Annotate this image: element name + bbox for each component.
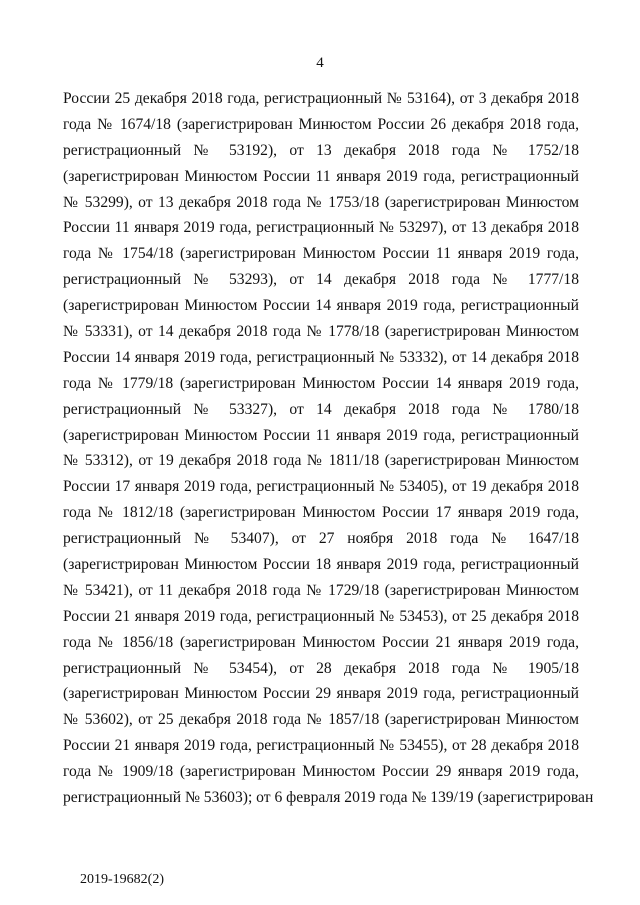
text-line: года № 1674/18 (зарегистрирован Минюстом России 26 декабря 2018 года, — [63, 115, 579, 133]
text-line: № 53421), от 11 декабря 2018 года № 1729/18 (зарегистрирован Минюстом — [63, 581, 579, 599]
text-line: регистрационный № 53327), от 14 декабря 2018 года № 1780/18 — [63, 400, 579, 418]
text-line: России 25 декабря 2018 года, регистрационный № 53164), от 3 декабря 2018 — [63, 90, 579, 107]
text-line: регистрационный № 53603); от 6 февраля 2019 года № 139/19 (зарегистрирован — [63, 789, 594, 807]
text-line: года № 1856/18 (зарегистрирован Минюстом России 21 января 2019 года, — [63, 633, 579, 651]
text-line: № 53602), от 25 декабря 2018 года № 1857/18 (зарегистрирован Минюстом — [63, 711, 579, 729]
text-line: России 17 января 2019 года, регистрационный № 53405), от 19 декабря 2018 — [63, 478, 579, 496]
text-line: регистрационный № 53407), от 27 ноября 2018 года № 1647/18 — [63, 530, 579, 548]
page-number: 4 — [316, 55, 324, 71]
text-line: регистрационный № 53454), от 28 декабря 2018 года № 1905/18 — [63, 659, 579, 677]
text-line: года № 1779/18 (зарегистрирован Минюстом России 14 января 2019 года, — [63, 374, 579, 392]
text-line: регистрационный № 53293), от 14 декабря 2018 года № 1777/18 — [63, 271, 579, 289]
text-line: (зарегистрирован Минюстом России 29 января 2019 года, регистрационный — [63, 685, 579, 703]
text-line: года № 1812/18 (зарегистрирован Минюстом России 17 января 2019 года, — [63, 504, 579, 522]
document-code: 2019-19682(2) — [80, 872, 164, 887]
text-line: (зарегистрирован Минюстом России 18 января 2019 года, регистрационный — [63, 556, 579, 574]
text-line: года № 1909/18 (зарегистрирован Минюстом России 29 января 2019 года, — [63, 763, 579, 781]
text-line: № 53331), от 14 декабря 2018 года № 1778/18 (зарегистрирован Минюстом — [63, 323, 579, 341]
text-line: России 21 января 2019 года, регистрационный № 53455), от 28 декабря 2018 — [63, 737, 579, 755]
text-line: (зарегистрирован Минюстом России 11 января 2019 года, регистрационный — [63, 167, 579, 185]
text-line: (зарегистрирован Минюстом России 11 января 2019 года, регистрационный — [63, 426, 579, 444]
text-line: России 14 января 2019 года, регистрационный № 53332), от 14 декабря 2018 — [63, 348, 579, 366]
text-line: (зарегистрирован Минюстом России 14 января 2019 года, регистрационный — [63, 297, 579, 315]
text-line: № 53299), от 13 декабря 2018 года № 1753/18 (зарегистрирован Минюстом — [63, 193, 579, 211]
document-body — [63, 86, 594, 811]
text-line: России 21 января 2019 года, регистрационный № 53453), от 25 декабря 2018 — [63, 607, 579, 625]
text-line: № 53312), от 19 декабря 2018 года № 1811/18 (зарегистрирован Минюстом — [63, 452, 579, 470]
text-line: года № 1754/18 (зарегистрирован Минюстом России 11 января 2019 года, — [63, 245, 579, 263]
text-line: России 11 января 2019 года, регистрационный № 53297), от 13 декабря 2018 — [63, 219, 579, 237]
text-line: регистрационный № 53192), от 13 декабря 2018 года № 1752/18 — [63, 141, 579, 159]
